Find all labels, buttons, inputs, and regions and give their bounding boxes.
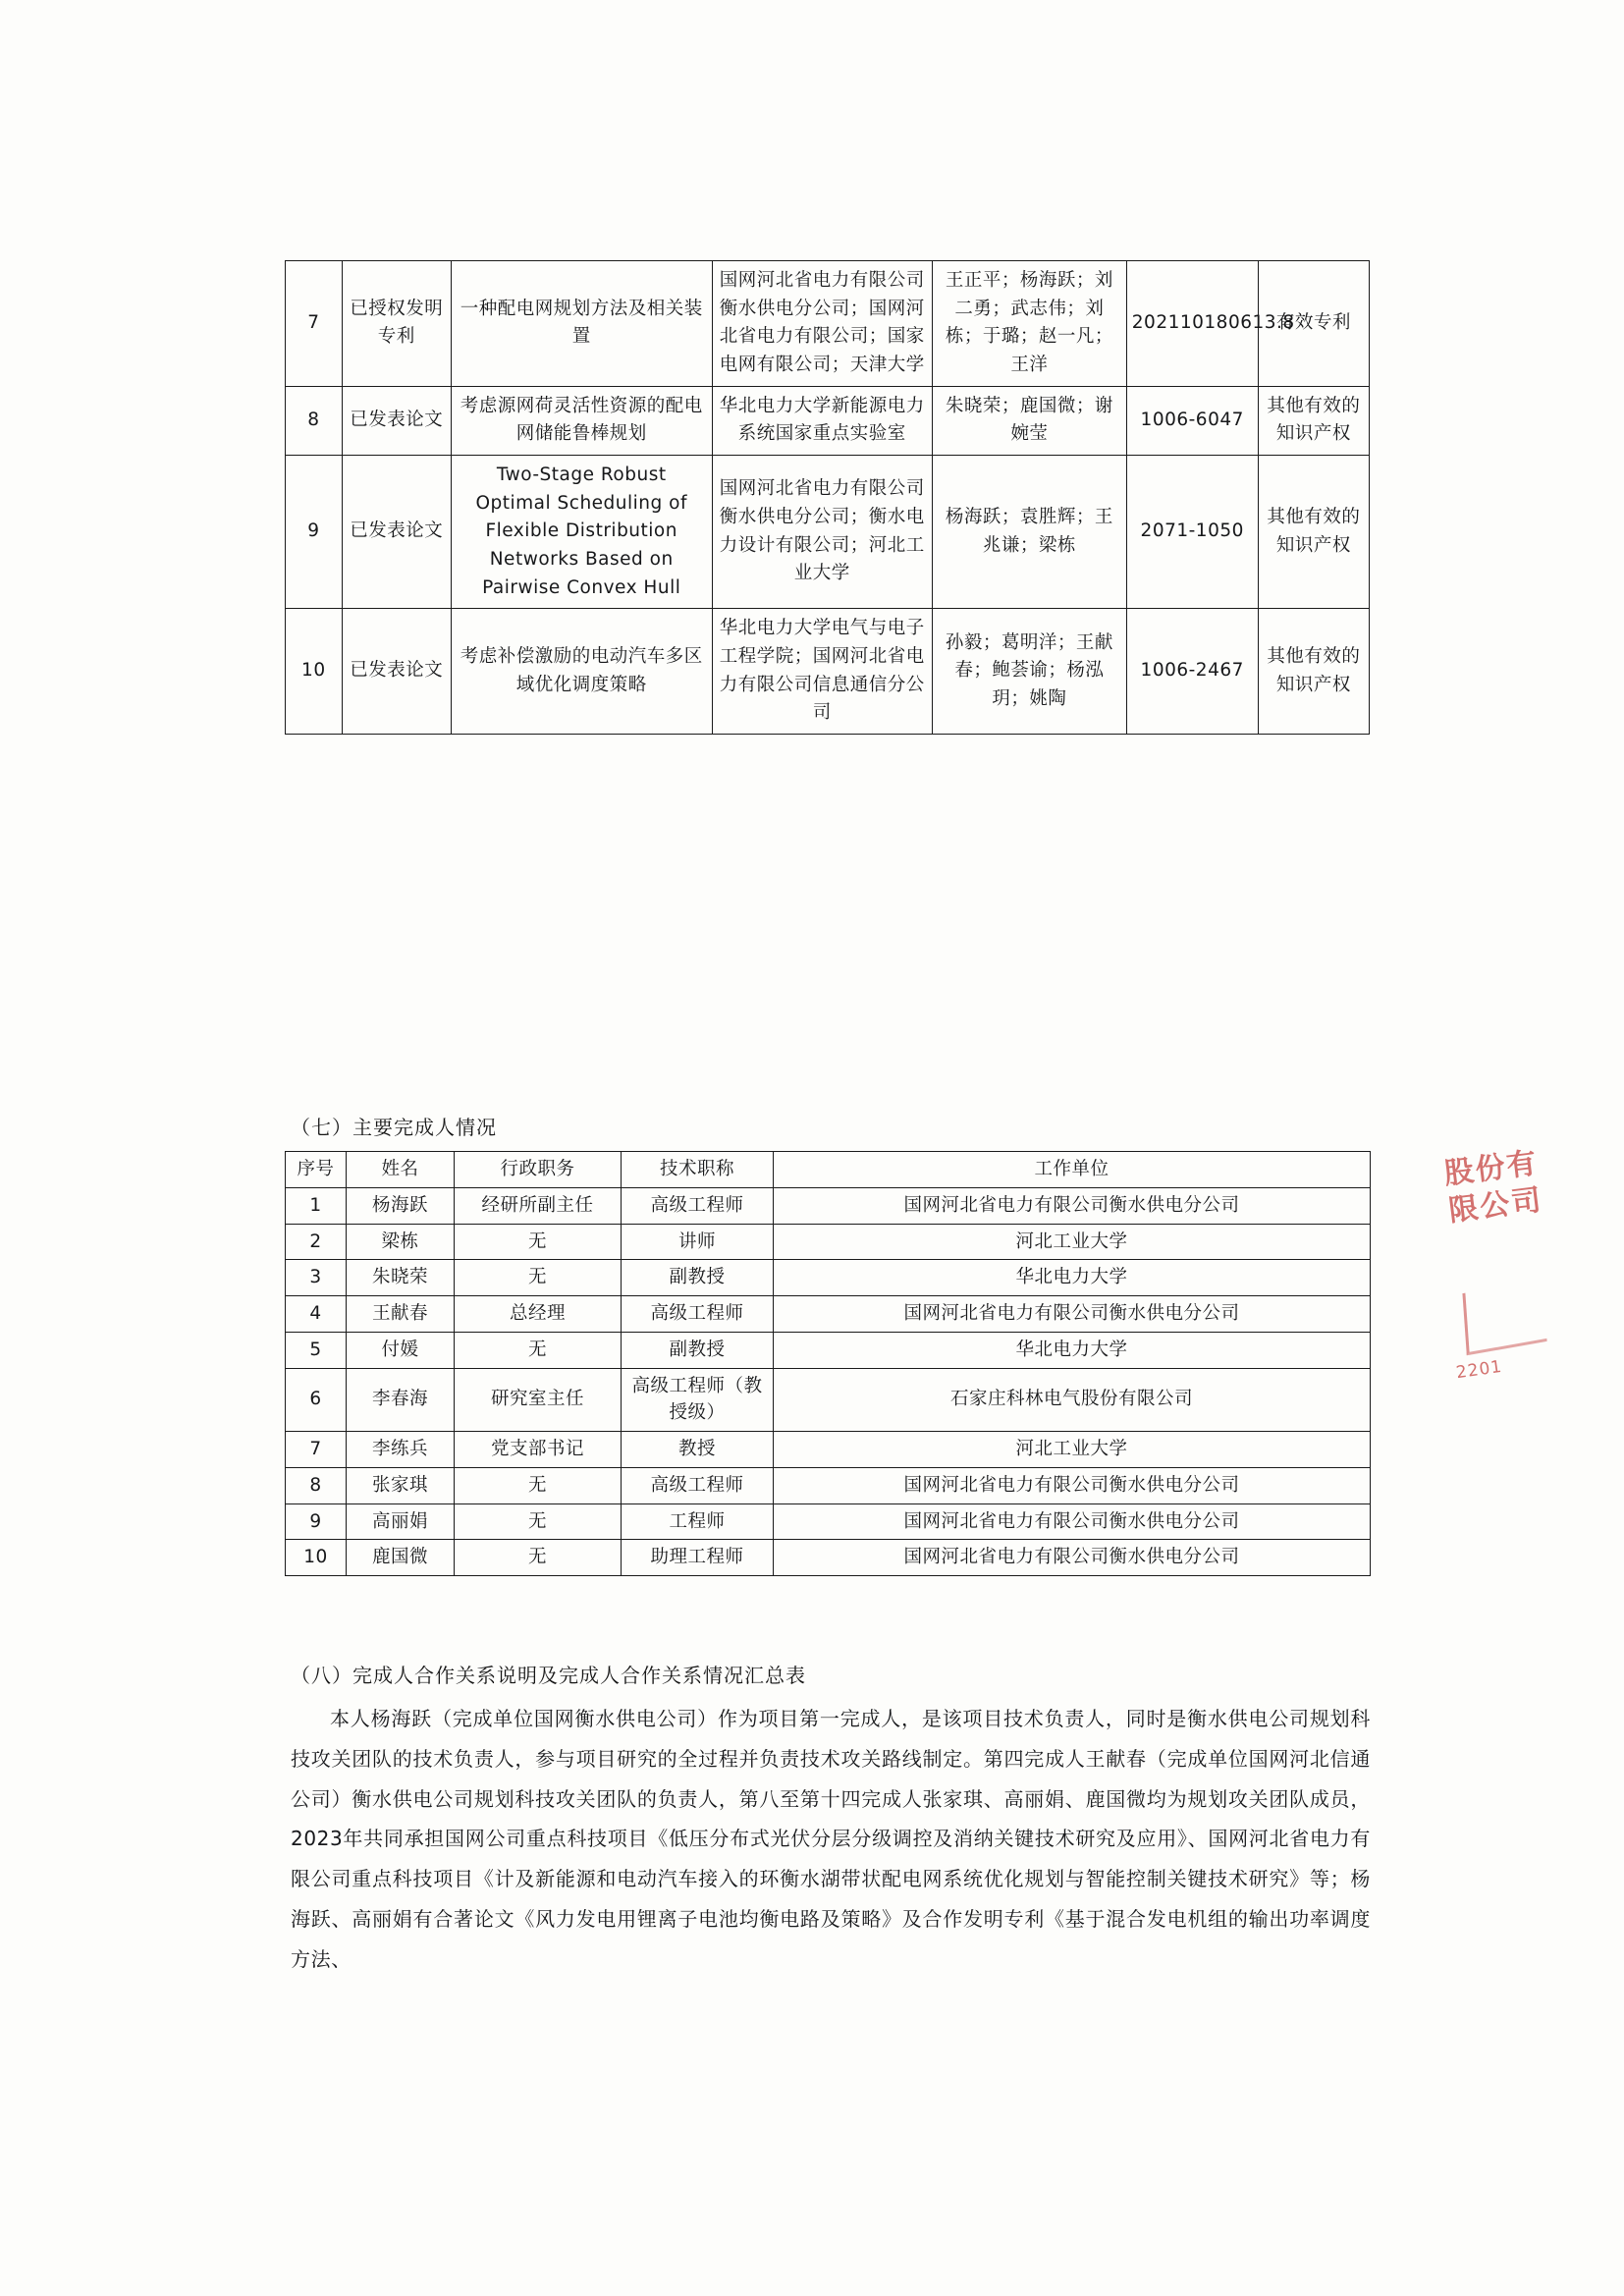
cell-number: 1006-6047 <box>1126 386 1258 455</box>
cell-title: 工程师 <box>622 1503 774 1540</box>
cell-type: 已发表论文 <box>342 386 451 455</box>
cell-no: 4 <box>286 1296 347 1333</box>
cell-name: 考虑源网荷灵活性资源的配电网储能鲁棒规划 <box>451 386 712 455</box>
seal-text: 股份有限公司 <box>1441 1145 1545 1229</box>
cell-post: 总经理 <box>455 1296 622 1333</box>
seal-stroke <box>1462 1280 1546 1356</box>
cell-name: 张家琪 <box>347 1467 455 1503</box>
cell-people: 朱晓荣；鹿国微；谢婉莹 <box>933 386 1127 455</box>
cell-post: 党支部书记 <box>455 1432 622 1468</box>
cell-state: 其他有效的知识产权 <box>1258 456 1369 609</box>
cell-name: 考虑补偿激励的电动汽车多区域优化调度策略 <box>451 609 712 735</box>
cell-org: 华北电力大学 <box>774 1332 1371 1368</box>
cell-org: 国网河北省电力有限公司衡水供电分公司 <box>774 1467 1371 1503</box>
main-contributors-table <box>285 1151 1371 1576</box>
cell-post: 无 <box>455 1467 622 1503</box>
cell-no: 1 <box>286 1187 347 1224</box>
cell-no: 8 <box>286 386 343 455</box>
cell-no: 9 <box>286 456 343 609</box>
cell-org: 河北工业大学 <box>774 1432 1371 1468</box>
table-row <box>286 386 1370 455</box>
table-header-row <box>286 1152 1371 1188</box>
column-header-no: 序号 <box>286 1152 347 1188</box>
cell-post: 无 <box>455 1503 622 1540</box>
cell-no: 3 <box>286 1260 347 1296</box>
table-row <box>286 456 1370 609</box>
cell-people: 孙毅；葛明洋；王献春；鲍荟谕；杨泓玥；姚陶 <box>933 609 1127 735</box>
cell-name: 鹿国微 <box>347 1540 455 1576</box>
cell-people: 杨海跃；袁胜辉；王兆谦；梁栋 <box>933 456 1127 609</box>
cell-type: 已发表论文 <box>342 456 451 609</box>
cell-org: 国网河北省电力有限公司衡水供电分公司 <box>774 1540 1371 1576</box>
table-row <box>286 1224 1371 1260</box>
cell-name: 朱晓荣 <box>347 1260 455 1296</box>
cell-org: 国网河北省电力有限公司衡水供电分公司 <box>774 1296 1371 1333</box>
column-header-name: 姓名 <box>347 1152 455 1188</box>
cell-no: 10 <box>286 609 343 735</box>
cell-title: 副教授 <box>622 1332 774 1368</box>
cell-no: 7 <box>286 261 343 387</box>
table-row <box>286 1187 1371 1224</box>
cell-number: 2071-1050 <box>1126 456 1258 609</box>
cell-name: 高丽娟 <box>347 1503 455 1540</box>
table-row <box>286 1368 1371 1432</box>
cell-state: 其他有效的知识产权 <box>1258 609 1369 735</box>
cell-org: 华北电力大学 <box>774 1260 1371 1296</box>
cell-unit: 华北电力大学新能源电力系统国家重点实验室 <box>712 386 933 455</box>
cell-org: 石家庄科林电气股份有限公司 <box>774 1368 1371 1432</box>
column-header-post: 行政职务 <box>455 1152 622 1188</box>
cell-state: 有效专利 <box>1258 261 1369 387</box>
section-seven-heading: （七）主要完成人情况 <box>291 1116 497 1139</box>
cell-people: 王正平；杨海跃；刘二勇；武志伟；刘栋；于璐；赵一凡；王洋 <box>933 261 1127 387</box>
column-header-title: 技术职称 <box>622 1152 774 1188</box>
table-row <box>286 1296 1371 1333</box>
cell-no: 7 <box>286 1432 347 1468</box>
cell-number: 1006-2467 <box>1126 609 1258 735</box>
cell-title: 教授 <box>622 1432 774 1468</box>
table-row <box>286 1332 1371 1368</box>
cell-name: 一种配电网规划方法及相关装置 <box>451 261 712 387</box>
cell-post: 无 <box>455 1332 622 1368</box>
table-row <box>286 1503 1371 1540</box>
cell-unit: 国网河北省电力有限公司衡水供电分公司；衡水电力设计有限公司；河北工业大学 <box>712 456 933 609</box>
cell-post: 研究室主任 <box>455 1368 622 1432</box>
cell-org: 国网河北省电力有限公司衡水供电分公司 <box>774 1187 1371 1224</box>
cell-no: 9 <box>286 1503 347 1540</box>
cell-unit: 国网河北省电力有限公司衡水供电分公司；国网河北省电力有限公司；国家电网有限公司；天津大学 <box>712 261 933 387</box>
cell-title: 讲师 <box>622 1224 774 1260</box>
cell-name: 李春海 <box>347 1368 455 1432</box>
cell-no: 2 <box>286 1224 347 1260</box>
cell-post: 无 <box>455 1260 622 1296</box>
cell-type: 已授权发明专利 <box>342 261 451 387</box>
table-row <box>286 261 1370 387</box>
cell-title: 高级工程师 <box>622 1296 774 1333</box>
table-row <box>286 609 1370 735</box>
cell-unit: 华北电力大学电气与电子工程学院；国网河北省电力有限公司信息通信分公司 <box>712 609 933 735</box>
cell-name: 付媛 <box>347 1332 455 1368</box>
cell-no: 5 <box>286 1332 347 1368</box>
cell-no: 8 <box>286 1467 347 1503</box>
cell-name: 杨海跃 <box>347 1187 455 1224</box>
cell-post: 无 <box>455 1224 622 1260</box>
cell-no: 6 <box>286 1368 347 1432</box>
cell-title: 副教授 <box>622 1260 774 1296</box>
cell-no: 10 <box>286 1540 347 1576</box>
cell-title: 高级工程师 <box>622 1187 774 1224</box>
cell-title: 高级工程师（教授级） <box>622 1368 774 1432</box>
section-eight-heading: （八）完成人合作关系说明及完成人合作关系情况汇总表 <box>291 1664 806 1687</box>
company-seal <box>1429 1139 1605 1463</box>
column-header-org: 工作单位 <box>774 1152 1371 1188</box>
cell-post: 经研所副主任 <box>455 1187 622 1224</box>
cell-post: 无 <box>455 1540 622 1576</box>
section-eight-paragraph: 本人杨海跃（完成单位国网衡水供电公司）作为项目第一完成人，是该项目技术负责人，同时是衡水供电公司规划科技攻关团队的技术负责人，参与项目研究的全过程并负责技术攻关路线制定。第四完成人王献春（完成单位国网河北信通公司）衡水供电公司规划科技攻关团队的负责人，第八至第十四完成人张家琪、高丽娟、鹿国微均为规划攻关团队成员，2023年共同承担国网公司重点科技项目《低压分布式光伏分层分级调控及消纳关键技术研究及应用》、国网河北省电力有限公司重点科技项目《计及新能源和电动汽车接入的环衡水湖带状配电网系统优化规划与智能控制关键技术研究》等；杨海跃、高丽娟有合著论文《风力发电用锂离子电池均衡电路及策略》及合作发明专利《基于混合发电机组的输出功率调度方法、 <box>291 1707 1371 1971</box>
table-row <box>286 1432 1371 1468</box>
cell-number: 202110180613.8 <box>1126 261 1258 387</box>
achievements-table <box>285 260 1370 735</box>
cell-org: 国网河北省电力有限公司衡水供电分公司 <box>774 1503 1371 1540</box>
cell-name: 李练兵 <box>347 1432 455 1468</box>
cell-name: Two-Stage Robust Optimal Scheduling of Flexible Distribution Networks Based on Pairwise Convex Hull <box>451 456 712 609</box>
cell-title: 助理工程师 <box>622 1540 774 1576</box>
cell-name: 王献春 <box>347 1296 455 1333</box>
cell-title: 高级工程师 <box>622 1467 774 1503</box>
seal-code: 2201 <box>1454 1356 1504 1384</box>
table-row <box>286 1540 1371 1576</box>
cell-name: 梁栋 <box>347 1224 455 1260</box>
cell-type: 已发表论文 <box>342 609 451 735</box>
table-row <box>286 1260 1371 1296</box>
table-row <box>286 1467 1371 1503</box>
cell-org: 河北工业大学 <box>774 1224 1371 1260</box>
cell-state: 其他有效的知识产权 <box>1258 386 1369 455</box>
